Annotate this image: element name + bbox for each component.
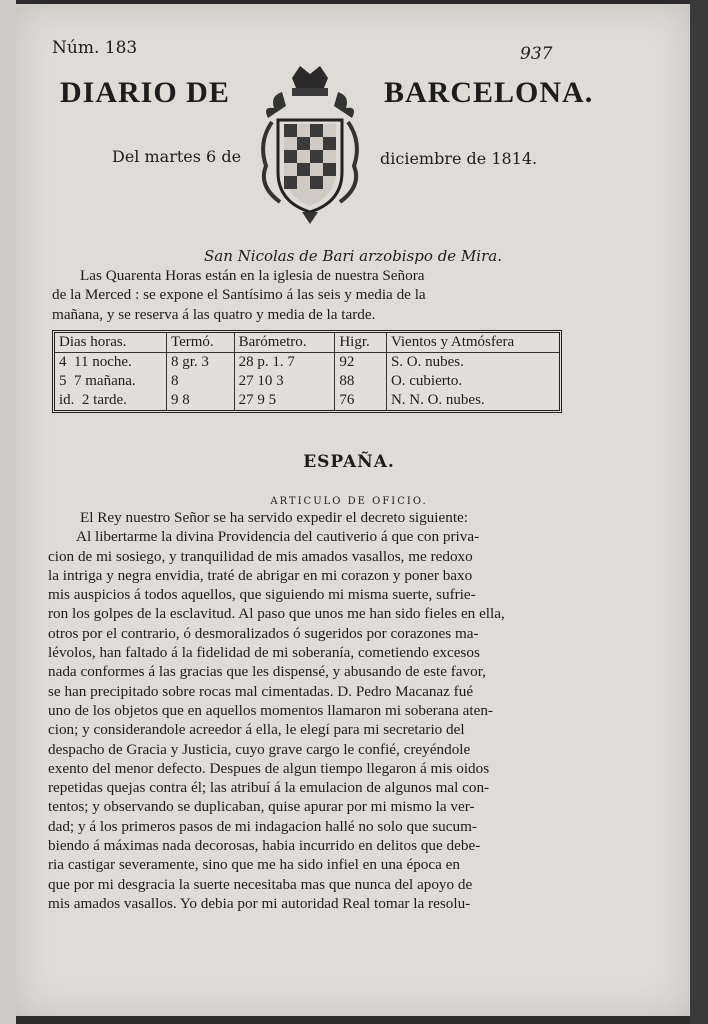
body-line: repetidas quejas contra él; las atribuí á la emulacion de algunos mal con- <box>48 779 490 797</box>
date-left: Del martes 6 de <box>112 147 242 166</box>
cell-dia-hora <box>55 372 166 391</box>
cell-vientos: S. O. nubes. <box>390 354 464 370</box>
body-line: ron los golpes de la esclavitud. Al paso que unos me han sido fieles en ella, <box>48 605 505 623</box>
body-line: mis amados vasallos. Yo debia por mi autoridad Real tomar la resolu- <box>48 894 471 912</box>
decree-body <box>48 508 560 913</box>
body-line: que por mi desgracia la suerte necesitaba mas que nunca del apoyo de <box>48 875 473 893</box>
body-line: tentos; y observando se duplicaban, quise apurar por mi mismo la ver- <box>48 798 475 816</box>
date-right: diciembre de 1814. <box>380 149 538 168</box>
body-line: nada conformes á las gracias que les dispensé, y abusando de este favor, <box>48 663 486 681</box>
table-row <box>55 391 559 410</box>
cell-termo: 8 gr. 3 <box>166 353 234 373</box>
cell-dia: 4 <box>59 354 67 370</box>
issue-number: Núm. 183 <box>52 38 138 58</box>
body-line: cion; y considerandole acreedor á ella, le elegí para mi secretario del <box>48 721 465 739</box>
cell-dia-hora <box>55 391 166 410</box>
table-row <box>55 372 559 391</box>
body-line: se han precipitado sobre rocas mal cimentadas. D. Pedro Macanaz fué <box>48 682 474 700</box>
coat-of-arms-emblem <box>252 62 368 228</box>
cell-hora: 7 mañana. <box>74 373 136 389</box>
cell-vientos: O. cubierto. <box>390 373 463 389</box>
body-line: cion de mi sosiego, y tranquilidad de mis amados vasallos, me redoxo <box>48 547 473 565</box>
body-line: biendo á máximas nada decorosas, habia incurrido en delitos que debe- <box>48 837 481 855</box>
cell-termo: 9 8 <box>166 391 234 410</box>
body-line: dad; y á los primeros pasos de mi indagacion hallé no solo que sucum- <box>48 817 477 835</box>
body-line: la intriga y negra envidia, traté de abrigar en mi corazon y poner baxo <box>48 566 473 584</box>
cell-baro: 27 9 5 <box>234 391 335 410</box>
cell-vientos: N. N. O. nubes. <box>390 392 485 408</box>
body-line: El Rey nuestro Señor se ha servido expedir el decreto siguiente: <box>80 509 469 526</box>
saint-of-day: San Nicolas de Bari arzobispo de Mira. <box>204 247 502 265</box>
cell-hora: 11 noche. <box>74 354 132 370</box>
cell-hora: 2 tarde. <box>81 392 127 408</box>
cell-dia-hora <box>55 353 166 373</box>
table-row <box>55 353 559 373</box>
col-dias-horas: Dias horas. <box>55 333 166 353</box>
cell-higr: 88 <box>335 372 387 391</box>
body-line: despacho de Gracia y Justicia, cuyo grave cargo le confié, creyéndole <box>48 740 471 758</box>
body-line: lévolos, han faltado á la fidelidad de mi soberanía, cometiendo excesos <box>48 644 480 662</box>
book-spine <box>0 0 16 1024</box>
article-title: ARTICULO DE OFICIO. <box>270 496 428 507</box>
masthead-right: BARCELONA. <box>384 76 594 109</box>
col-higrometro: Higr. <box>335 333 387 353</box>
weather-table-header <box>55 333 559 353</box>
body-line: Al libertarme la divina Providencia del cautiverio á que con priva- <box>76 528 480 546</box>
cell-baro: 28 p. 1. 7 <box>234 353 335 373</box>
notice-line: de la Merced : se expone el Santísimo á las seis y media de la <box>52 286 426 304</box>
page-edge <box>690 0 708 1024</box>
body-line: otros por el contrario, ó desmoralizados ó sugeridos por corazones ma- <box>48 624 479 642</box>
body-line: ria castigar severamente, sino que me ha sido infiel en una época en <box>48 856 461 874</box>
col-barometro: Barómetro. <box>234 333 335 353</box>
page-number: 937 <box>520 44 553 64</box>
body-line: uno de los objetos que en aquellos momentos llamaron mi soberana aten- <box>48 701 493 719</box>
cell-termo: 8 <box>166 372 234 391</box>
section-title: ESPAÑA. <box>303 452 395 472</box>
masthead-left: DIARIO DE <box>60 76 230 109</box>
weather-table <box>52 330 562 413</box>
body-line: mis auspicios á todos aquellos, que siguiendo mi misma suerte, sufrie- <box>48 586 476 604</box>
cell-dia: 5 <box>59 373 67 389</box>
col-termometro: Termó. <box>166 333 234 353</box>
cell-dia: id. <box>59 392 75 408</box>
forty-hours-notice <box>52 266 562 324</box>
col-vientos: Vientos y Atmósfera <box>386 333 559 353</box>
newspaper-page <box>16 4 690 1016</box>
body-line: exento del menor defecto. Despues de algun tiempo llegaron á mis oidos <box>48 759 490 777</box>
notice-line: mañana, y se reserva á las quatro y media de la tarde. <box>52 305 376 323</box>
cell-higr: 76 <box>335 391 387 410</box>
notice-line: Las Quarenta Horas están en la iglesia de nuestra Señora <box>80 267 425 284</box>
cell-higr: 92 <box>335 353 387 373</box>
cell-baro: 27 10 3 <box>234 372 335 391</box>
